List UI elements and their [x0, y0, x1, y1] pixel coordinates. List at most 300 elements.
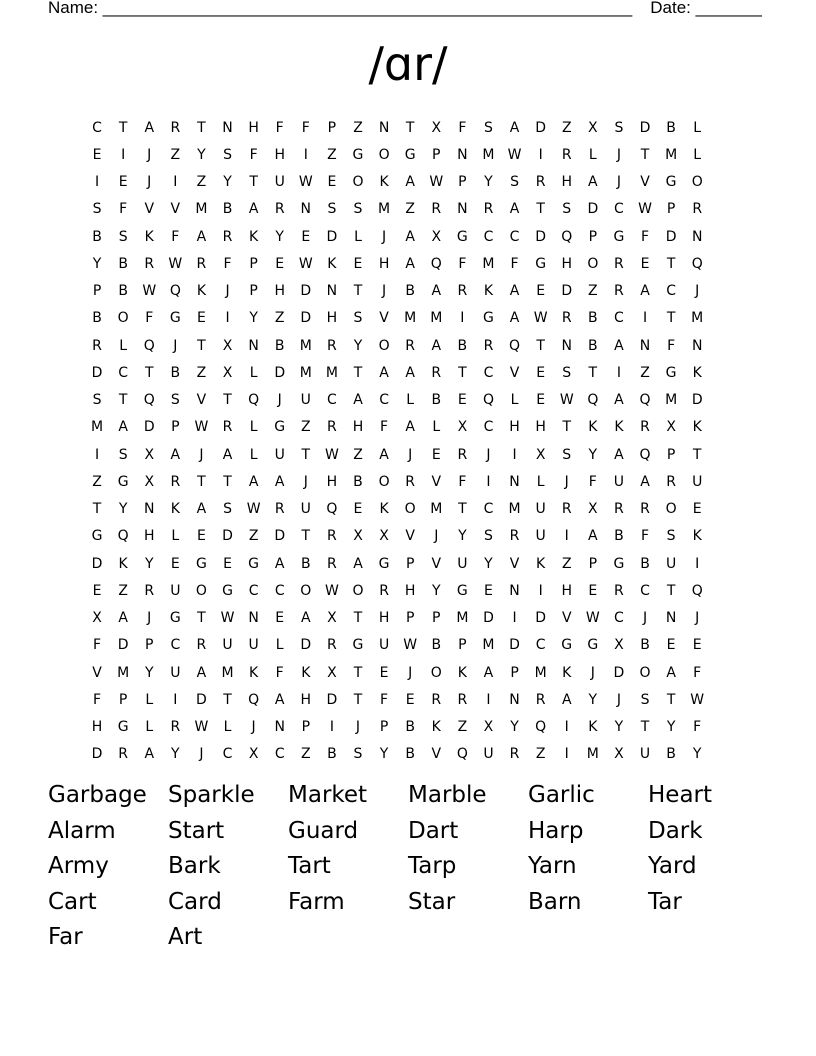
grid-letter: P [249, 255, 258, 272]
grid-letter: N [274, 719, 285, 736]
grid-letter: X [588, 501, 598, 518]
grid-letter: M [691, 310, 704, 327]
grid-letter: P [327, 119, 337, 136]
grid-letter: F [693, 664, 702, 681]
grid-letter: C [640, 582, 650, 599]
grid-letter: D [509, 637, 520, 654]
grid-letter: K [692, 528, 702, 545]
grid-letter: E [536, 392, 546, 409]
grid-letter: F [458, 473, 467, 490]
grid-row [84, 523, 734, 550]
grid-letter: J [564, 473, 569, 490]
grid-letter: A [379, 364, 389, 381]
grid-letter: R [640, 419, 650, 436]
grid-letter: V [405, 528, 415, 545]
grid-letter: W [324, 446, 339, 463]
grid-letter: D [665, 228, 677, 245]
grid-letter: T [353, 664, 363, 681]
grid-letter: B [588, 337, 598, 354]
grid-letter: U [300, 501, 311, 518]
grid-letter: B [666, 746, 676, 763]
grid-letter: V [92, 664, 102, 681]
grid-letter: D [326, 691, 338, 708]
grid-letter: Q [587, 392, 599, 409]
grid-letter: U [248, 637, 259, 654]
grid-letter: M [91, 419, 104, 436]
grid-letter: N [300, 201, 312, 218]
grid-row [84, 332, 734, 359]
grid-letter: F [458, 255, 467, 272]
grid-letter: E [692, 637, 702, 654]
grid-row [84, 414, 734, 441]
grid-letter: M [404, 310, 417, 327]
grid-letter: K [327, 255, 337, 272]
grid-letter: L [510, 392, 519, 409]
grid-letter: R [614, 501, 624, 518]
grid-letter: G [613, 228, 625, 245]
grid-letter: J [147, 146, 152, 163]
grid-letter: S [562, 201, 572, 218]
word-bank-item: Tarp [408, 853, 457, 879]
grid-letter: R [509, 746, 520, 763]
grid-letter: C [614, 201, 624, 218]
grid-letter: M [430, 310, 443, 327]
grid-letter: K [249, 228, 259, 245]
grid-letter: E [353, 501, 363, 518]
grid-letter: U [378, 637, 390, 654]
grid-letter: K [614, 419, 624, 436]
grid-letter: M [482, 255, 495, 272]
grid-letter: A [196, 501, 207, 518]
grid-letter: H [326, 310, 338, 327]
grid-letter: N [561, 337, 572, 354]
grid-letter: X [457, 419, 468, 436]
grid-letter: L [536, 473, 545, 490]
grid-letter: T [692, 446, 702, 463]
grid-letter: L [145, 719, 154, 736]
grid-letter: B [405, 719, 415, 736]
grid-letter: L [249, 446, 258, 463]
grid-letter: A [379, 446, 389, 463]
grid-letter: Z [196, 174, 207, 191]
grid-letter: M [117, 664, 130, 681]
grid-letter: A [509, 283, 520, 300]
grid-letter: W [298, 174, 313, 191]
grid-letter: G [456, 582, 468, 599]
grid-letter: J [173, 337, 178, 354]
grid-letter: J [408, 664, 413, 681]
grid-letter: E [170, 555, 180, 572]
grid-letter: K [536, 555, 546, 572]
grid-letter: G [169, 310, 181, 327]
grid-letter: B [405, 283, 415, 300]
grid-letter: S [666, 528, 676, 545]
grid-letter: E [484, 582, 493, 599]
grid-letter: R [222, 228, 233, 245]
grid-letter: Z [118, 582, 128, 599]
grid-letter: H [248, 119, 259, 136]
grid-letter: R [640, 501, 650, 518]
grid-letter: F [458, 119, 467, 136]
grid-letter: H [143, 528, 155, 545]
grid-letter: X [614, 746, 624, 763]
word-bank-item: Heart [648, 782, 713, 808]
grid-letter: I [564, 746, 569, 763]
grid-letter: J [408, 446, 413, 463]
grid-letter: I [538, 582, 543, 599]
grid-letter: T [197, 610, 206, 627]
grid-letter: B [431, 392, 442, 409]
grid-letter: U [170, 582, 181, 599]
word-bank-item: Tart [288, 853, 331, 879]
grid-letter: V [640, 174, 650, 191]
grid-letter: O [430, 664, 442, 681]
grid-letter: D [300, 310, 312, 327]
grid-letter: G [352, 146, 364, 163]
grid-row [84, 496, 734, 523]
grid-letter: M [456, 610, 469, 627]
grid-letter: G [169, 610, 181, 627]
grid-letter: K [118, 555, 128, 572]
grid-letter: K [562, 664, 572, 681]
grid-letter: I [486, 691, 491, 708]
grid-letter: A [666, 664, 676, 681]
grid-letter: T [353, 364, 363, 381]
grid-letter: Z [301, 746, 311, 763]
grid-letter: J [695, 283, 700, 300]
grid-letter: W [168, 255, 183, 272]
grid-letter: R [405, 473, 416, 490]
grid-letter: E [692, 501, 702, 518]
grid-letter: K [588, 419, 598, 436]
date-field-label: Date: _______ [650, 0, 762, 17]
grid-letter: C [483, 228, 494, 245]
grid-letter: J [382, 283, 387, 300]
grid-letter: C [92, 119, 102, 136]
grid-row [84, 359, 734, 386]
grid-letter: D [274, 528, 286, 545]
word-bank-item: Harp [528, 817, 584, 844]
grid-letter: E [457, 392, 467, 409]
grid-letter: E [196, 528, 206, 545]
grid-letter: P [405, 610, 415, 627]
grid-letter: R [170, 473, 181, 490]
grid-letter: A [483, 664, 494, 681]
grid-letter: Q [117, 528, 129, 545]
grid-letter: O [404, 501, 416, 518]
grid-letter: W [690, 691, 705, 708]
grid-letter: F [380, 419, 389, 436]
grid-letter: Z [274, 310, 285, 327]
grid-letter: M [482, 637, 495, 654]
grid-letter: Z [196, 364, 207, 381]
grid-letter: E [301, 228, 311, 245]
grid-letter: R [431, 364, 442, 381]
grid-letter: Z [535, 746, 546, 763]
grid-letter: H [300, 691, 312, 708]
grid-letter: B [118, 255, 128, 272]
grid-letter: P [432, 146, 441, 163]
word-search-grid [84, 114, 734, 768]
grid-letter: E [666, 637, 676, 654]
grid-letter: H [561, 255, 572, 272]
grid-letter: Y [588, 446, 598, 463]
grid-letter: H [561, 582, 572, 599]
grid-letter: A [196, 228, 207, 245]
grid-letter: Z [248, 528, 259, 545]
word-bank-item: Farm [288, 888, 345, 915]
grid-letter: S [92, 201, 102, 218]
grid-letter: I [564, 528, 569, 545]
grid-letter: T [666, 582, 676, 599]
grid-letter: J [616, 174, 621, 191]
grid-letter: C [379, 392, 389, 409]
grid-letter: F [667, 337, 676, 354]
grid-letter: D [91, 555, 103, 572]
grid-letter: X [535, 446, 546, 463]
grid-letter: R [327, 528, 337, 545]
grid-row [84, 441, 734, 468]
grid-letter: M [665, 146, 678, 163]
grid-letter: R [196, 637, 207, 654]
grid-letter: T [666, 310, 676, 327]
grid-letter: X [327, 664, 337, 681]
grid-letter: L [249, 364, 258, 381]
grid-letter: X [144, 446, 155, 463]
grid-letter: D [561, 283, 573, 300]
grid-letter: A [588, 528, 598, 545]
grid-letter: Q [509, 337, 521, 354]
grid-letter: M [534, 664, 547, 681]
grid-row [84, 196, 734, 223]
grid-letter: G [613, 555, 625, 572]
grid-letter: E [196, 310, 206, 327]
grid-letter: B [327, 746, 337, 763]
grid-letter: T [301, 528, 311, 545]
grid-letter: Y [144, 555, 154, 572]
grid-letter: A [509, 119, 520, 136]
grid-letter: H [404, 582, 416, 599]
word-bank-item: Barn [528, 888, 582, 915]
grid-letter: E [327, 174, 337, 191]
grid-letter: K [457, 664, 467, 681]
grid-row [84, 114, 734, 141]
grid-letter: D [326, 228, 338, 245]
grid-letter: A [301, 610, 311, 627]
grid-letter: V [431, 746, 442, 763]
grid-letter: Q [535, 719, 547, 736]
grid-letter: C [509, 228, 520, 245]
grid-letter: U [692, 473, 703, 490]
grid-letter: T [562, 419, 572, 436]
grid-letter: W [403, 637, 418, 654]
grid-letter: C [535, 637, 546, 654]
grid-letter: O [195, 582, 207, 599]
grid-letter: S [562, 364, 572, 381]
grid-letter: C [170, 637, 181, 654]
grid-letter: J [199, 746, 204, 763]
grid-letter: R [457, 691, 468, 708]
grid-letter: A [144, 746, 155, 763]
grid-letter: W [533, 310, 548, 327]
grid-letter: U [300, 392, 311, 409]
grid-row [84, 278, 734, 305]
word-bank-item: Yard [648, 853, 697, 879]
grid-letter: V [144, 201, 155, 218]
grid-letter: T [458, 364, 467, 381]
grid-letter: L [693, 119, 702, 136]
grid-letter: X [431, 228, 442, 245]
grid-letter: A [405, 228, 415, 245]
grid-letter: B [274, 337, 285, 354]
word-bank-item: Market [288, 782, 368, 808]
grid-row [84, 741, 734, 768]
grid-letter: J [251, 719, 256, 736]
grid-letter: M [221, 664, 234, 681]
grid-letter: X [92, 610, 102, 627]
grid-letter: A [640, 473, 650, 490]
grid-letter: R [457, 446, 468, 463]
word-bank-item: Army [48, 853, 109, 879]
grid-letter: P [666, 446, 676, 463]
grid-letter: W [194, 419, 209, 436]
grid-letter: F [301, 119, 310, 136]
grid-letter: M [482, 146, 495, 163]
grid-letter: R [327, 337, 337, 354]
word-bank-item: Start [168, 817, 225, 844]
grid-letter: F [93, 691, 102, 708]
grid-letter: H [91, 719, 103, 736]
grid-letter: A [614, 337, 624, 354]
grid-letter: Y [510, 719, 519, 736]
grid-letter: H [274, 146, 285, 163]
grid-letter: E [640, 255, 650, 272]
grid-letter: S [92, 392, 102, 409]
grid-letter: N [639, 337, 651, 354]
grid-letter: I [173, 174, 178, 191]
grid-letter: N [691, 228, 703, 245]
grid-letter: T [197, 119, 206, 136]
grid-letter: Z [588, 283, 598, 300]
grid-letter: Q [482, 392, 494, 409]
grid-letter: I [94, 446, 100, 463]
grid-letter: V [509, 364, 520, 381]
grid-letter: G [117, 719, 129, 736]
grid-letter: Y [249, 310, 258, 327]
grid-letter: V [379, 310, 389, 327]
word-bank-item: Art [168, 924, 203, 950]
word-bank-item: Garlic [528, 782, 595, 808]
grid-letter: B [431, 637, 442, 654]
name-field-label: Name: ________________________________________________________ [48, 0, 633, 17]
grid-letter: G [665, 174, 677, 191]
grid-letter: J [355, 719, 361, 736]
grid-letter: Q [691, 255, 703, 272]
word-bank-item: Dark [648, 817, 703, 844]
grid-letter: H [326, 473, 338, 490]
grid-letter: N [457, 201, 468, 218]
grid-letter: X [483, 719, 494, 736]
grid-letter: R [144, 582, 155, 599]
grid-letter: Y [353, 337, 363, 354]
grid-letter: E [379, 664, 389, 681]
grid-letter: P [249, 283, 258, 300]
grid-letter: X [222, 364, 233, 381]
grid-letter: Q [143, 392, 155, 409]
grid-letter: P [118, 691, 128, 708]
grid-letter: S [223, 146, 232, 163]
grid-letter: O [639, 664, 651, 681]
grid-letter: A [248, 201, 259, 218]
grid-letter: U [222, 637, 233, 654]
grid-letter: T [666, 691, 676, 708]
grid-letter: Q [143, 337, 155, 354]
grid-letter: G [222, 582, 233, 599]
grid-letter: E [536, 364, 546, 381]
grid-letter: T [458, 501, 467, 518]
grid-letter: R [144, 255, 155, 272]
grid-letter: C [327, 392, 337, 409]
grid-letter: I [121, 146, 126, 163]
grid-letter: A [588, 174, 598, 191]
grid-letter: Y [197, 146, 206, 163]
grid-letter: B [666, 119, 676, 136]
grid-letter: Z [405, 201, 415, 218]
grid-letter: K [692, 364, 702, 381]
grid-letter: C [614, 610, 624, 627]
grid-letter: C [222, 746, 233, 763]
grid-letter: N [248, 610, 259, 627]
word-bank-item: Cart [48, 888, 97, 915]
grid-letter: Y [484, 174, 493, 191]
grid-letter: L [693, 146, 702, 163]
grid-letter: D [274, 364, 286, 381]
grid-letter: S [614, 119, 624, 136]
grid-letter: J [147, 610, 152, 627]
grid-letter: B [118, 283, 128, 300]
grid-letter: V [431, 473, 442, 490]
grid-letter: P [379, 719, 389, 736]
grid-letter: L [145, 691, 154, 708]
grid-letter: V [509, 555, 520, 572]
grid-letter: I [538, 146, 543, 163]
grid-letter: N [509, 582, 520, 599]
grid-letter: B [405, 746, 415, 763]
grid-letter: P [145, 637, 154, 654]
grid-letter: N [222, 119, 233, 136]
grid-letter: R [405, 337, 416, 354]
grid-letter: H [378, 255, 390, 272]
grid-letter: H [274, 283, 285, 300]
word-bank-item: Yarn [528, 853, 577, 879]
grid-letter: W [142, 283, 157, 300]
grid-letter: W [507, 146, 522, 163]
grid-letter: Y [666, 719, 676, 736]
grid-row [84, 169, 734, 196]
grid-letter: P [432, 610, 441, 627]
grid-letter: F [588, 473, 597, 490]
grid-letter: M [430, 501, 443, 518]
grid-letter: Z [353, 119, 363, 136]
grid-letter: L [275, 637, 284, 654]
grid-letter: R [666, 473, 676, 490]
grid-letter: I [94, 174, 100, 191]
grid-letter: R [92, 337, 102, 354]
grid-letter: M [325, 364, 338, 381]
grid-letter: A [431, 337, 442, 354]
grid-letter: R [274, 501, 285, 518]
grid-letter: D [300, 283, 312, 300]
